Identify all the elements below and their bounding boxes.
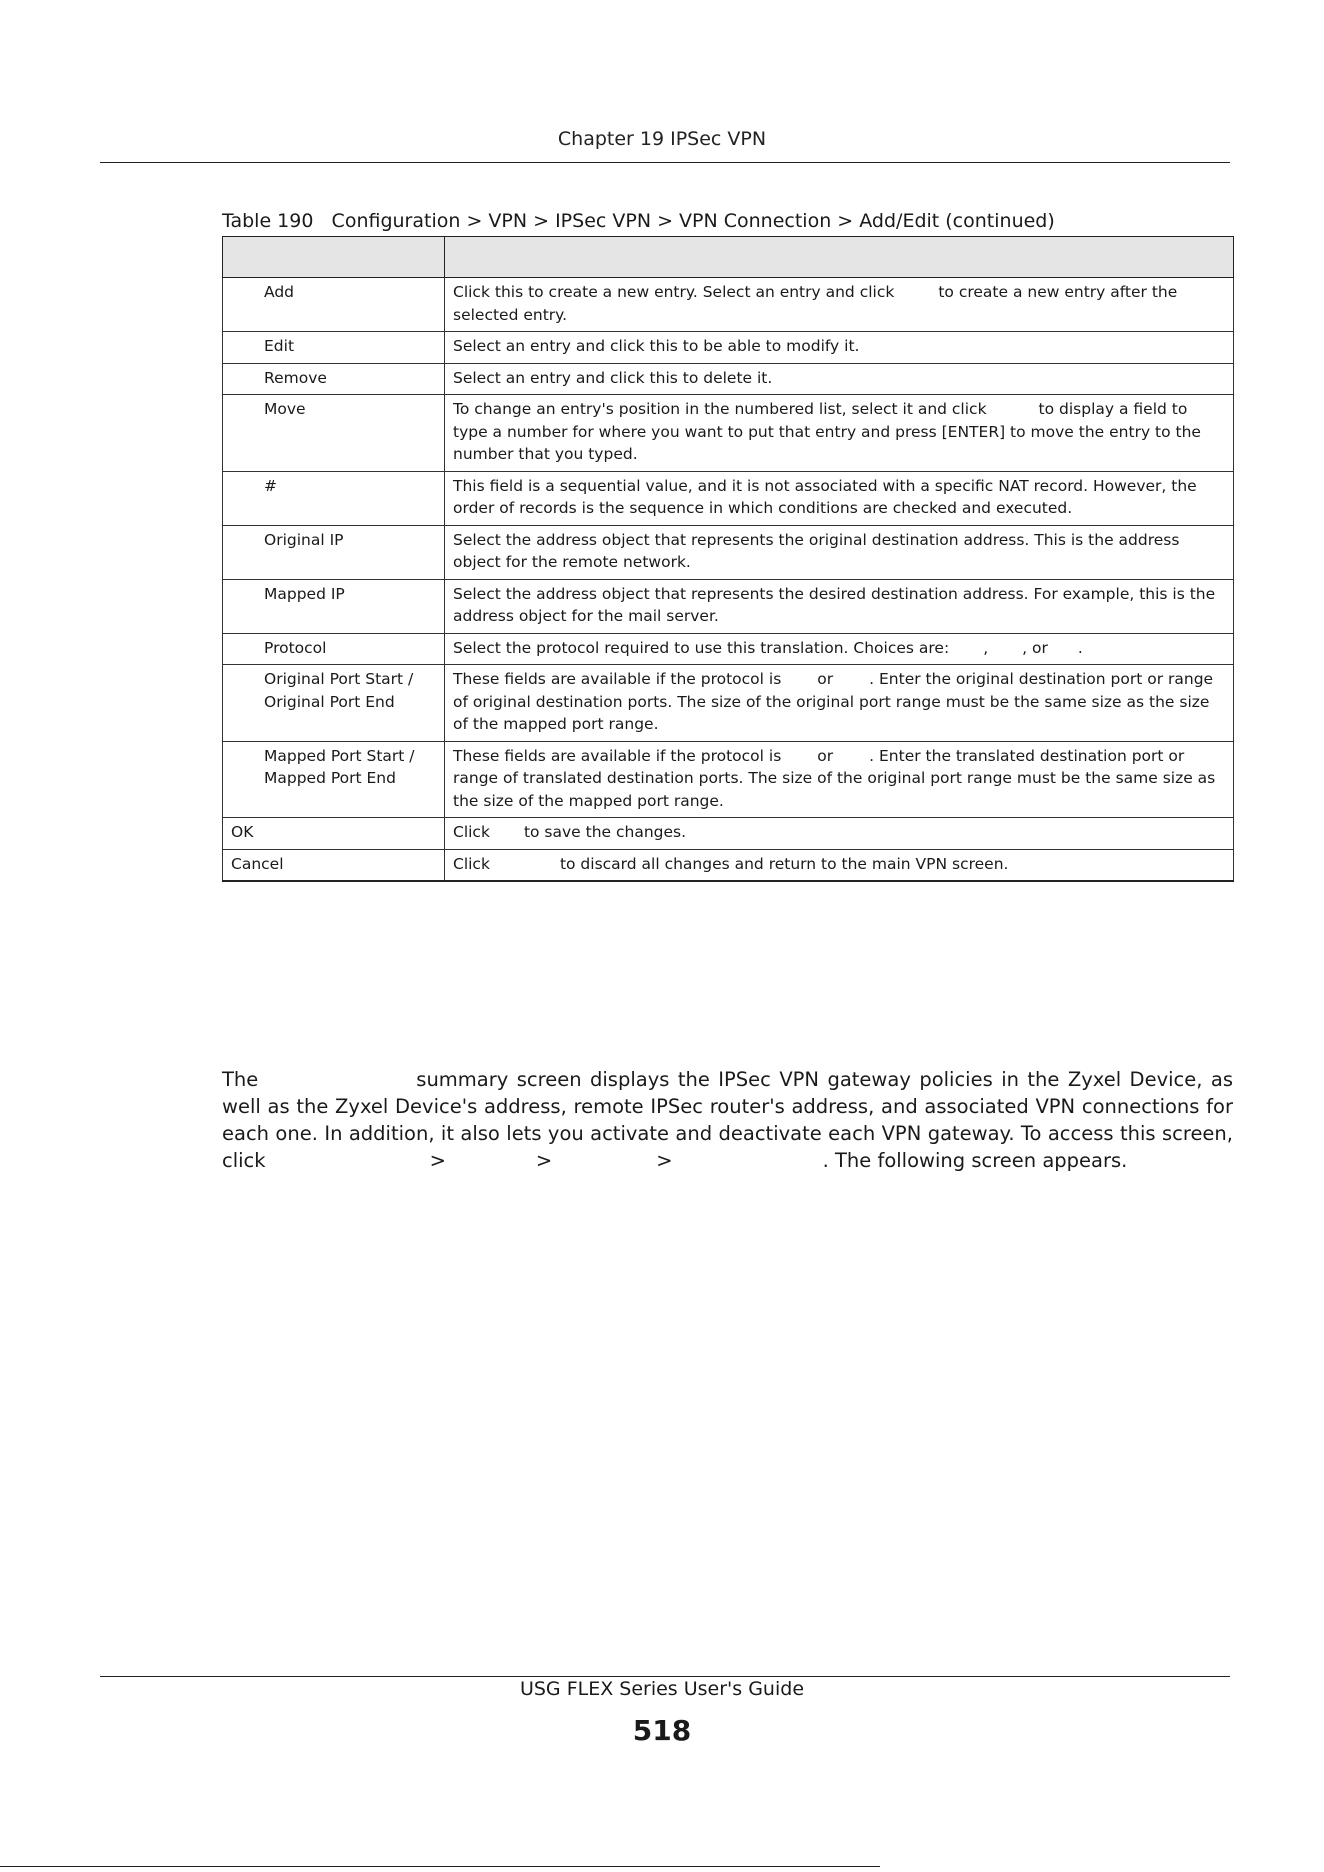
row-description: Click this to create a new entry. Select an entry and click to create a new entry after the selected entry. (445, 278, 1234, 332)
header-divider (100, 162, 1230, 163)
table-row (223, 332, 1234, 364)
field-description-table (222, 236, 1234, 882)
row-label: Protocol (223, 633, 445, 665)
table-header-cell-description (445, 237, 1234, 278)
table-row (223, 363, 1234, 395)
row-description: Select the protocol required to use this translation. Choices are: , , or . (445, 633, 1234, 665)
table-row (223, 471, 1234, 525)
row-label: Move (223, 395, 445, 472)
table-header-cell-label (223, 237, 445, 278)
row-label: Remove (223, 363, 445, 395)
bottom-edge-divider (0, 1866, 880, 1867)
table-row (223, 579, 1234, 633)
row-description: Select an entry and click this to delete it. (445, 363, 1234, 395)
table-row (223, 278, 1234, 332)
row-label: Add (223, 278, 445, 332)
row-description: To change an entry's position in the numbered list, select it and click to display a field to type a number for where you want to put that entry and press [ENTER] to move the entry to the number that you typed. (445, 395, 1234, 472)
row-description: These fields are available if the protocol is or . Enter the translated destination port or range of translated destination ports. The size of the original port range must be the same size as the size of the mapped port range. (445, 741, 1234, 818)
row-label: Mapped IP (223, 579, 445, 633)
footer-divider (100, 1676, 1230, 1677)
table-row (223, 818, 1234, 850)
page-number: 518 (632, 1714, 692, 1747)
row-description: Select the address object that represents the desired destination address. For example, this is the address object for the mail server. (445, 579, 1234, 633)
row-label: Edit (223, 332, 445, 364)
row-description: This field is a sequential value, and it is not associated with a specific NAT record. However, the order of records is the sequence in which conditions are checked and executed. (445, 471, 1234, 525)
row-label: Original IP (223, 525, 445, 579)
table-row (223, 633, 1234, 665)
row-description: Click to save the changes. (445, 818, 1234, 850)
row-description: Click to discard all changes and return to the main VPN screen. (445, 849, 1234, 881)
table-row (223, 395, 1234, 472)
row-label: Mapped Port Start / Mapped Port End (223, 741, 445, 818)
table-row (223, 665, 1234, 742)
footer-guide-title: USG FLEX Series User's Guide (519, 1678, 805, 1700)
row-description: Select an entry and click this to be able to modify it. (445, 332, 1234, 364)
row-label: Original Port Start / Original Port End (223, 665, 445, 742)
row-label: # (223, 471, 445, 525)
row-description: These fields are available if the protocol is or . Enter the original destination port or range of original destination ports. The size of the original port range must be the same size as the size of the mapped port range. (445, 665, 1234, 742)
table-header-row (223, 237, 1234, 278)
row-label: Cancel (223, 849, 445, 881)
row-description: Select the address object that represents the original destination address. This is the address object for the remote network. (445, 525, 1234, 579)
body-paragraph: The summary screen displays the IPSec VPN gateway policies in the Zyxel Device, as well as the Zyxel Device's address, remote IPSec router's address, and associated VPN connections for each one. In addition, it also lets you activate and deactivate each VPN gateway. To access this screen, click > > > . The following screen appears. (222, 1068, 1233, 1172)
table-row (223, 741, 1234, 818)
row-label: OK (223, 818, 445, 850)
chapter-header: Chapter 19 IPSec VPN (557, 128, 767, 150)
table-caption: Table 190 Configuration > VPN > IPSec VPN > VPN Connection > Add/Edit (continued) (222, 210, 1055, 232)
table-row (223, 525, 1234, 579)
table-row (223, 849, 1234, 881)
